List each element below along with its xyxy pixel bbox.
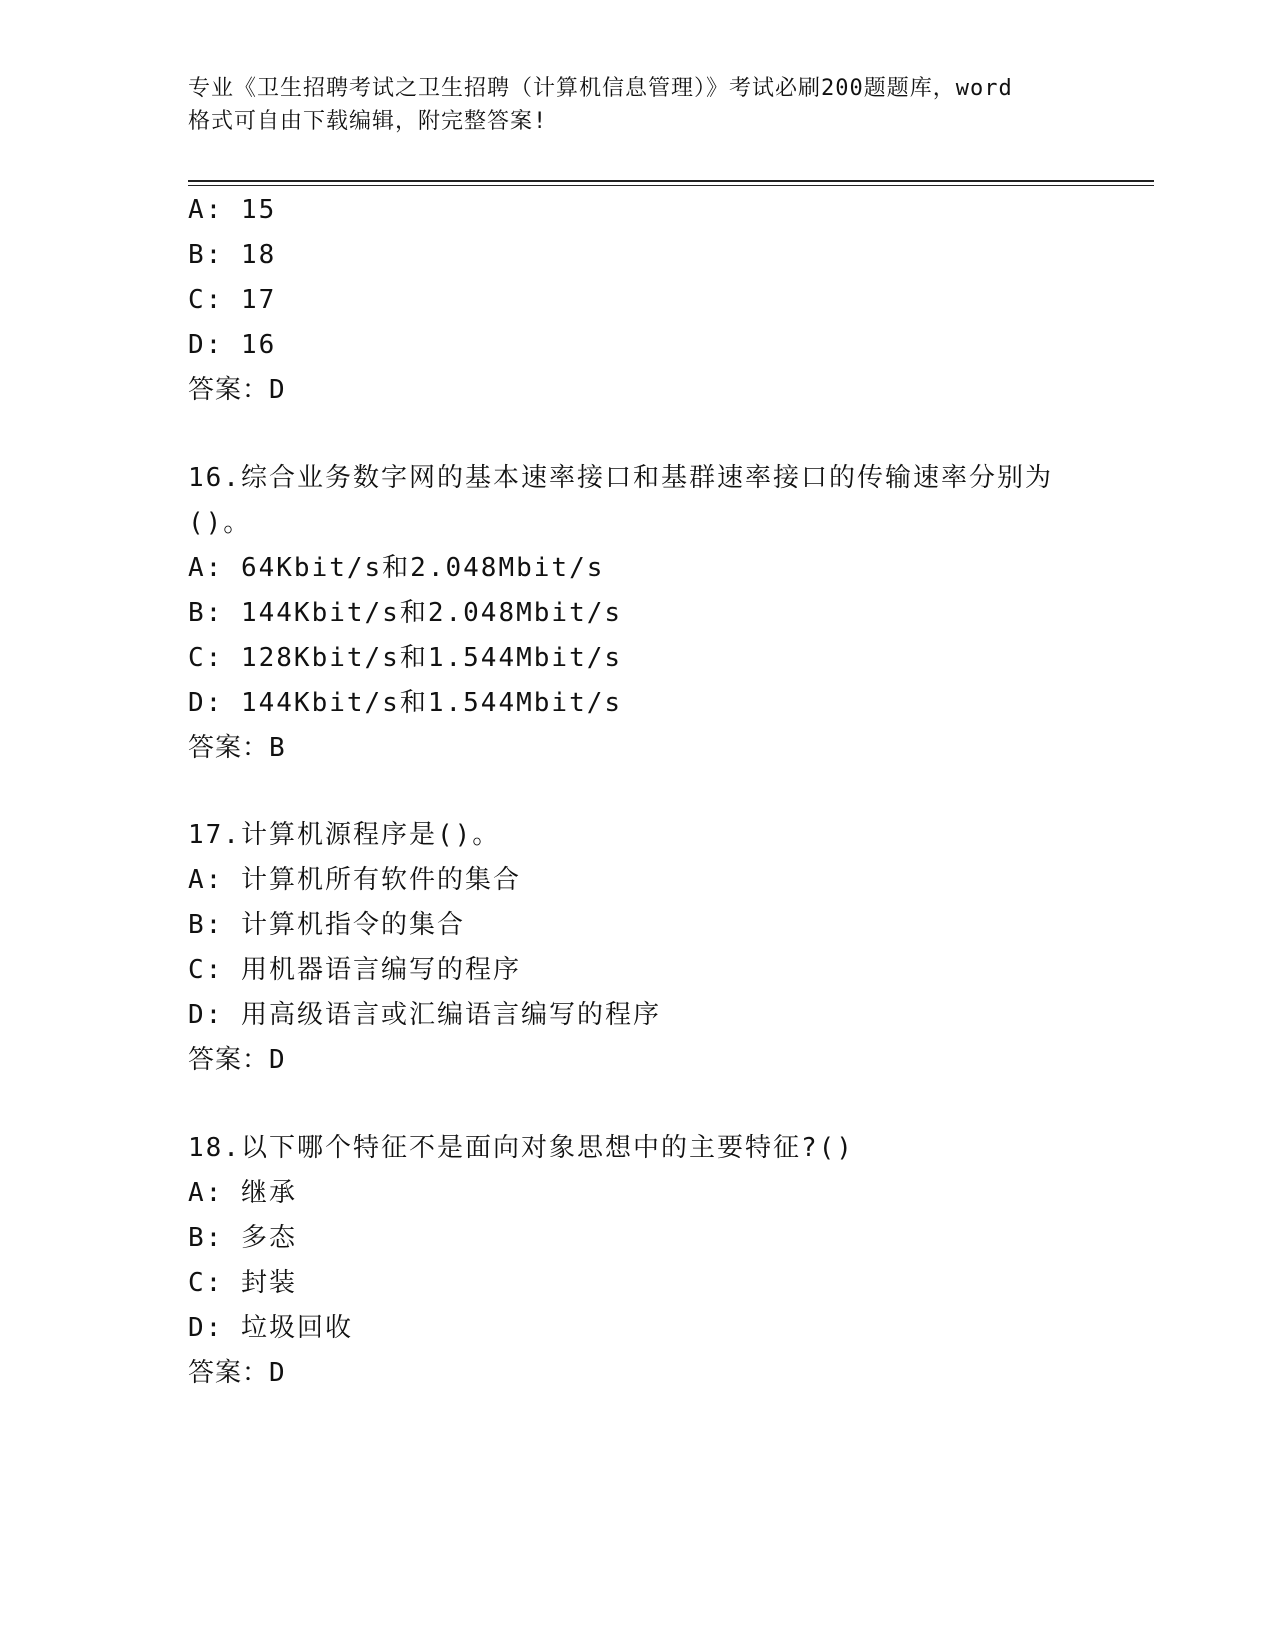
q16-question-line-1: 16.综合业务数字网的基本速率接口和基群速率接口的传输速率分别为 (188, 463, 1053, 493)
q15-option-d: D: 16 (188, 330, 277, 360)
header-rule-thick (188, 180, 1154, 182)
q16-option-d: D: 144Kbit/s和1.544Mbit/s (188, 688, 623, 718)
q15-option-c: C: 17 (188, 285, 277, 315)
q16-option-b: B: 144Kbit/s和2.048Mbit/s (188, 598, 623, 628)
q15-option-a: A: 15 (188, 195, 277, 225)
document-header (188, 72, 1088, 138)
q16-option-c: C: 128Kbit/s和1.544Mbit/s (188, 643, 623, 673)
q18-option-c: C: 封装 (188, 1268, 297, 1298)
q17-option-d: D: 用高级语言或汇编语言编写的程序 (188, 1000, 661, 1030)
q16-option-a: A: 64Kbit/s和2.048Mbit/s (188, 553, 605, 583)
header-line-1: 专业《卫生招聘考试之卫生招聘（计算机信息管理）》考试必刷200题题库，word (188, 76, 1013, 101)
q18-answer: 答案：D (188, 1358, 286, 1388)
q17-question-line-1: 17.计算机源程序是()。 (188, 820, 501, 850)
q16-question-line-2: ()。 (188, 508, 252, 538)
q17-option-b: B: 计算机指令的集合 (188, 910, 465, 940)
q17-option-a: A: 计算机所有软件的集合 (188, 865, 521, 895)
q18-question-line-1: 18.以下哪个特征不是面向对象思想中的主要特征?() (188, 1133, 854, 1163)
q18-option-d: D: 垃圾回收 (188, 1313, 353, 1343)
q17-option-c: C: 用机器语言编写的程序 (188, 955, 521, 985)
q18-option-b: B: 多态 (188, 1223, 297, 1253)
q17-answer: 答案：D (188, 1045, 286, 1075)
header-rule-thin (188, 185, 1154, 186)
q15-answer: 答案：D (188, 375, 286, 405)
q15-option-b: B: 18 (188, 240, 277, 270)
header-line-2: 格式可自由下载编辑，附完整答案! (188, 109, 548, 134)
q18-option-a: A: 继承 (188, 1178, 297, 1208)
q16-answer: 答案：B (188, 733, 286, 763)
